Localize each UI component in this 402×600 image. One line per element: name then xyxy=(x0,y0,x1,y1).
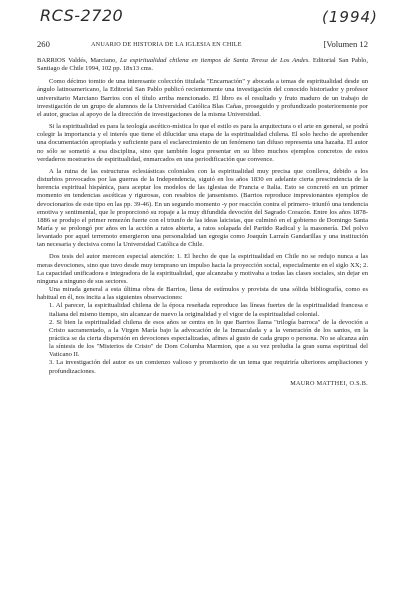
running-title: ANUARIO DE HISTORIA DE LA IGLESIA EN CHILE xyxy=(91,41,242,48)
signature: MAURO MATTHEI, O.S.B. xyxy=(290,379,368,387)
volume-label: [Volumen 12 xyxy=(323,39,368,49)
handwritten-note-right: (1994) xyxy=(322,8,378,26)
reference-details: Editorial San Pablo, Santiago de Chile 1994, 102 pp. 18x13 cms. xyxy=(37,57,368,73)
paragraph: Si la espiritualidad es para la teología ascético-mística lo que el estilo es para la arquitectura o el arte en general, se podrá colegir la importancia y el interés que tiene el dilucidar una etapa de la espiritualidad chilena. El solo hecho de aprehender una documentación apropiada y suficiente para el esclarecimiento de un fenómeno tan difuso representa una hazaña. El autor no sólo se sometió a esa disciplina, sino que también logra presentar en su libro muchos ejemplos concretos de estos verdaderos mostrarios de espiritualidad, enmarcados en una periodificación que convence. xyxy=(37,123,368,163)
paragraph: Dos tesis del autor merecen especial atención: 1. El hecho de que la espiritualidad en Chile no se redujo nunca a las meras devociones, sino que tuvo desde muy temprano un impulso hacia la proyección social, especialmente en el siglo XX; 2. La capacidad unificadora e integradora de la espiritualidad, que alcanzaba y motivaba a todas las clases sociales, sin dejar en ninguna a ninguno de sus sectores. xyxy=(37,253,368,285)
list-item: 2. Si bien la espiritualidad chilena de esos años se centra en lo que Barrios llama "trilogía barroca" de la devoción a Cristo sacramentado, a la Virgen María bajo la advocación de la Inmaculada y a la veneración de los santos, en la práctica se da cierta dispersión en devociones especializadas, afines al gusto de cada grupo o persona. No se alcanza aún la síntesis de los "Misterios de Cristo" de Dom Columba Marmion, que a su vez preludia la gran suma espiritual del Vaticano II. xyxy=(49,318,368,359)
paragraph: Una mirada general a esta última obra de Barrios, llena de estímulos y provista de una sólida bibliografía, como es habitual en él, nos incita a las siguientes observaciones: xyxy=(37,286,368,302)
book-reference xyxy=(37,57,368,73)
reference-book-title: La espiritualidad chilena en tiempos de Santa Teresa de Los Andes. xyxy=(119,57,310,64)
handwritten-note-left: RCS-2720 xyxy=(40,6,124,25)
page-number: 260 xyxy=(37,39,50,49)
reference-author: BARRIOS Valdés, Marciano, xyxy=(37,57,117,64)
running-header xyxy=(37,39,368,51)
list-item: 3. La investigación del autor es un comienzo valioso y promisorio de un tema que requiriría ulteriores ampliaciones y profundizaciones. xyxy=(49,359,368,375)
review-body xyxy=(37,57,368,388)
paragraph: Como décimo tomito de una interesante colección titulada "Encarnación" y abocada a temas de espiritualidad desde un ángulo latinoamericano, la Editorial San Pablo publicó recientemente una investigación del conocido historiador y profesor universitario Marciano Barrios con el título arriba mencionado. El libro es el resultado y fruto maduro de un trabajo de investigación de un grupo de alumnos de la Universidad Católica Blas Cañas, proseguido y profundizado posteriormente por el autor, gracias al apoyo de la dirección de investigaciones de la misma Universidad. xyxy=(37,78,368,118)
list-item: 1. Al parecer, la espiritualidad chilena de la época reseñada reproduce las líneas fuertes de la espiritualidad francesa e italiana del mismo tiempo, sin alcanzar de nuevo la originalidad y el vigor de la espiritualidad colonial. xyxy=(49,302,368,318)
paragraph: A la ruina de las estructuras eclesiásticas coloniales con la espiritualidad muy precisa que conlleva, debido a los disturbios provocados por las guerras de la Independencia, siguió en los años 1830 en adelante cierta prescindencia de la herencia espiritual hispánica, para aceptar los modelos de las iglesias de Francia e Italia. Esto se concretó en un primer momento en tendencias ascéticas y rigurosas, con resabios de jansenismo. (Barrios reproduce impresionantes ejemplos de devocionarios de este tipo en las pp. 39-46). En un segundo momento -y por reacción contra el primero- triunfó una tendencia emotiva y sentimental, que le proporcionó su ropaje a la muy difundida devoción del Sagrado Corazón. Entre los años 1878-1886 se produjo el primer remezón fuerte con el triunfo de las ideas laicistas, que culminó en el gobierno de Domingo Santa María y se prolongó por años en la acción a ratos abierta, a ratos solapada del Partido Radical y la masonería. Del polvo levantado por aquel terremoto emergieron una personalidad tan egregia como Joaquín Larraín Gandarillas y una institución tan necesaria y decisiva como la Universidad Católica de Chile. xyxy=(37,167,368,249)
